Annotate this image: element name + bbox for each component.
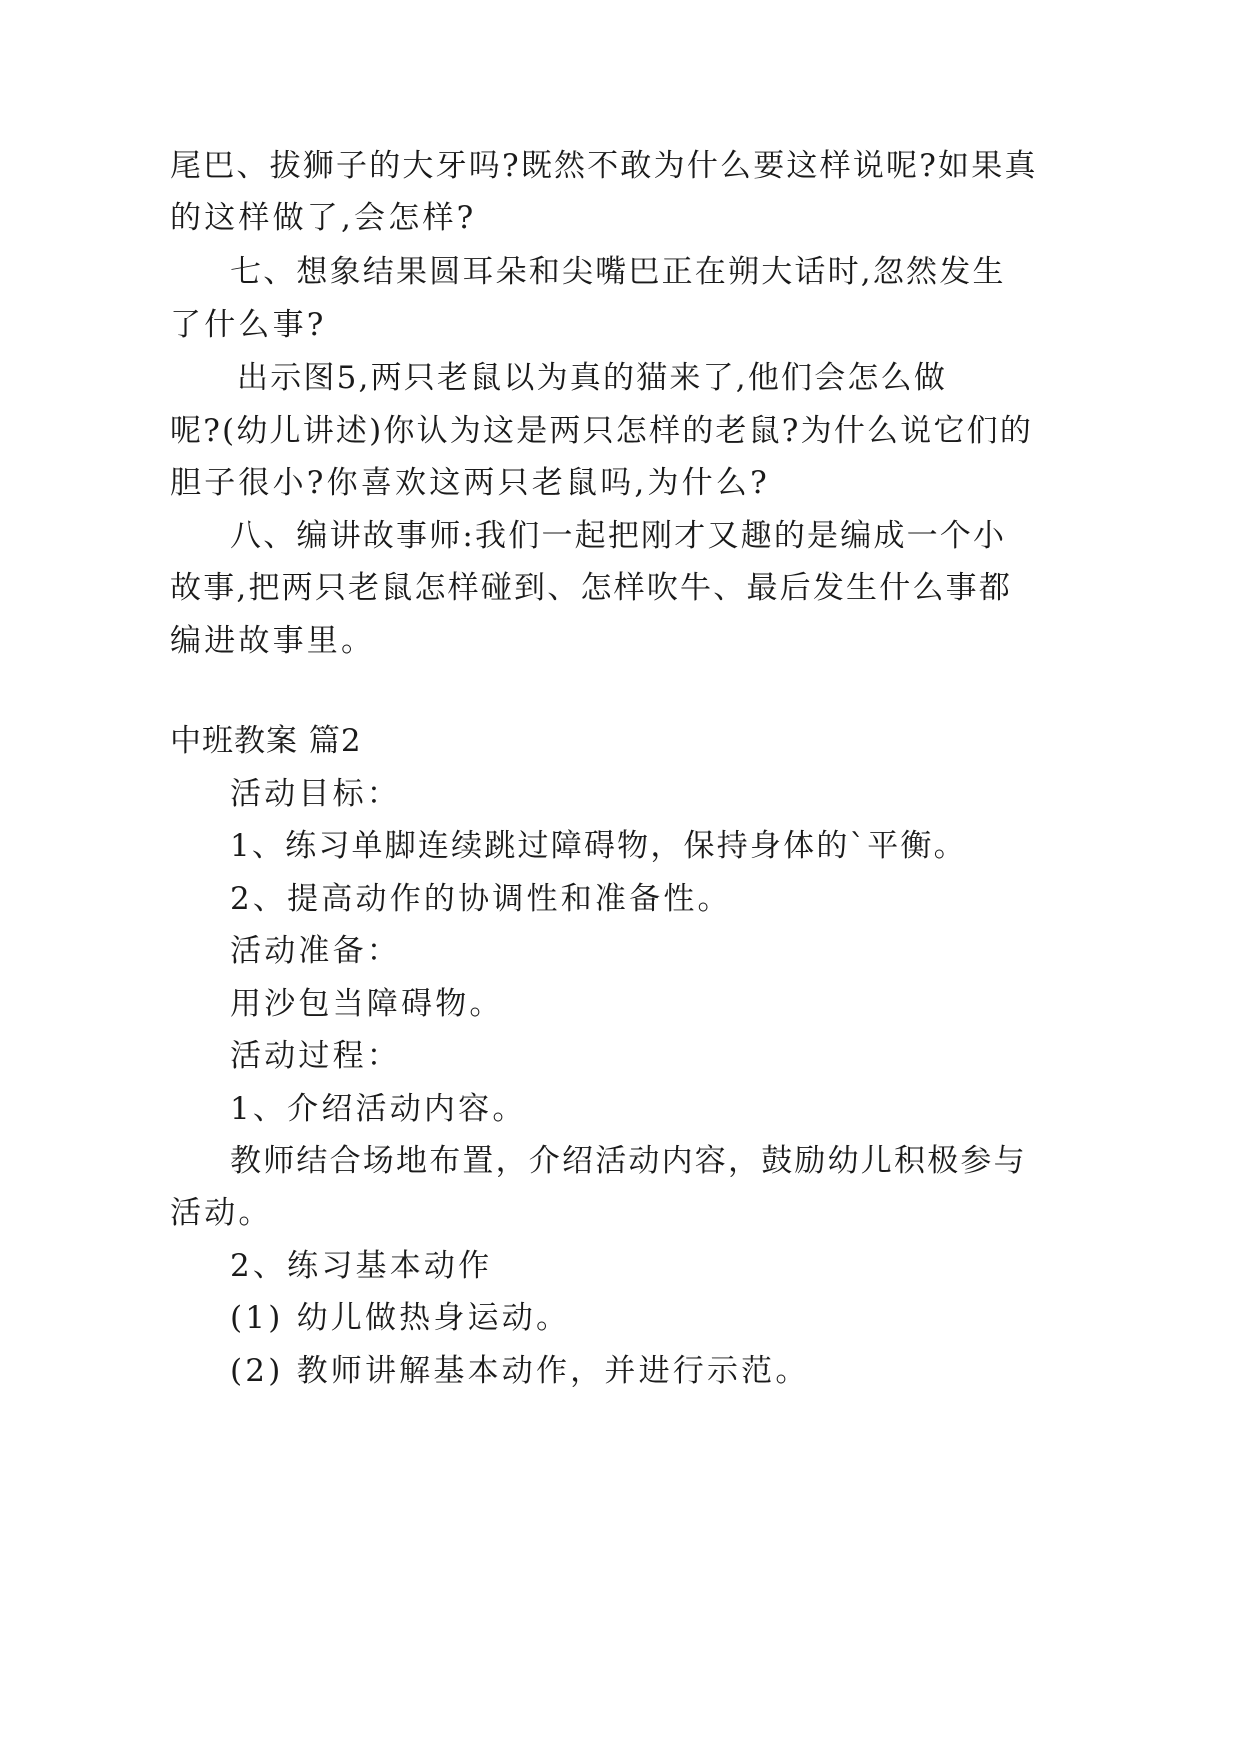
text-line: 2、练习基本动作	[230, 1248, 493, 1284]
text-line: 胆子很小?你喜欢这两只老鼠吗,为什么?	[170, 465, 770, 501]
text-line: 了什么事?	[170, 307, 327, 343]
text-line: 呢?(幼儿讲述)你认为这是两只怎样的老鼠?为什么说它们的	[170, 413, 1034, 449]
text-line: 七、想象结果圆耳朵和尖嘴巴正在朔大话时,忽然发生	[230, 254, 1006, 290]
text-line: 1、介绍活动内容。	[230, 1091, 527, 1127]
text-line: 教师结合场地布置，介绍活动内容，鼓励幼儿积极参与	[230, 1143, 1027, 1179]
text-line: 活动目标：	[230, 776, 401, 812]
text-line: 2、提高动作的协调性和准备性。	[230, 881, 732, 917]
text-line: (2) 教师讲解基本动作，并进行示范。	[230, 1353, 810, 1389]
text-line: (1) 幼儿做热身运动。	[230, 1300, 571, 1336]
text-line: 1、练习单脚连续跳过障碍物，保持身体的`平衡。	[230, 828, 967, 864]
section-heading: 中班教案 篇2	[170, 723, 362, 759]
text-line: 八、编讲故事师:我们一起把刚才又趣的是编成一个小	[230, 518, 1007, 554]
text-line: 活动过程：	[230, 1038, 401, 1074]
text-line: 出示图5,两只老鼠以为真的猫来了,他们会怎么做	[237, 360, 948, 396]
text-line: 故事,把两只老鼠怎样碰到、怎样吹牛、最后发生什么事都	[170, 570, 1013, 606]
text-line: 编进故事里。	[170, 623, 376, 659]
text-line: 活动。	[170, 1195, 273, 1231]
text-line: 用沙包当障碍物。	[230, 986, 504, 1022]
text-line: 的这样做了,会怎样?	[170, 200, 477, 236]
text-line: 活动准备：	[230, 933, 401, 969]
text-line: 尾巴、拔狮子的大牙吗?既然不敢为什么要这样说呢?如果真	[170, 148, 1038, 184]
